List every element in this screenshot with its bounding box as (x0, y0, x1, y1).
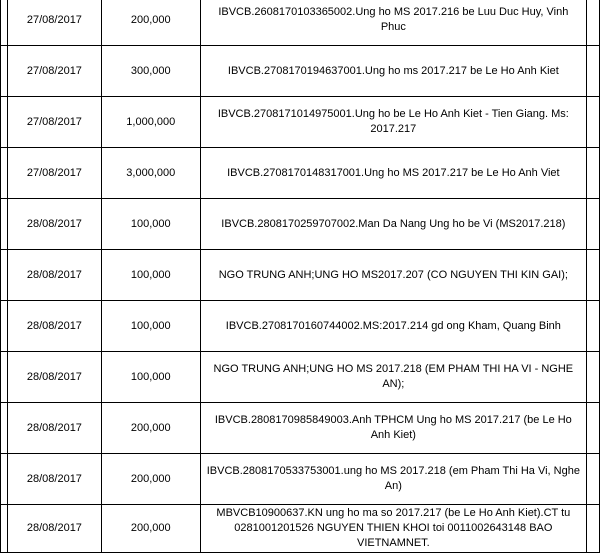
row-margin-cell (1, 403, 8, 454)
table-row (1, 352, 600, 403)
row-margin-cell (1, 0, 8, 46)
table-row (1, 199, 600, 250)
description-cell: IBVCB.2808170985849003.Anh TPHCM Ung ho MS 2017.217 (be Le Ho Anh Kiet) (200, 403, 586, 454)
row-margin-cell (1, 97, 8, 148)
amount-cell: 100,000 (101, 352, 200, 403)
date-cell: 28/08/2017 (7, 454, 101, 505)
table-row (1, 0, 600, 46)
description-cell: IBVCB.2708171014975001.Ung ho be Le Ho Anh Kiet - Tien Giang. Ms: 2017.217 (200, 97, 586, 148)
date-cell: 27/08/2017 (7, 148, 101, 199)
row-margin-cell (587, 0, 600, 46)
amount-cell: 3,000,000 (101, 148, 200, 199)
description-cell: NGO TRUNG ANH;UNG HO MS2017.207 (CO NGUYEN THI KIN GAI); (200, 250, 586, 301)
date-cell: 28/08/2017 (7, 352, 101, 403)
row-margin-cell (1, 301, 8, 352)
row-margin-cell (1, 505, 8, 553)
row-margin-cell (1, 199, 8, 250)
table-row (1, 97, 600, 148)
amount-cell: 300,000 (101, 46, 200, 97)
table-row (1, 301, 600, 352)
description-cell: IBVCB.2708170194637001.Ung ho ms 2017.217 be Le Ho Anh Kiet (200, 46, 586, 97)
date-cell: 27/08/2017 (7, 0, 101, 46)
row-margin-cell (1, 250, 8, 301)
description-cell: IBVCB.2808170533753001.ung ho MS 2017.218 (em Pham Thi Ha Vi, Nghe An) (200, 454, 586, 505)
row-margin-cell (587, 199, 600, 250)
date-cell: 27/08/2017 (7, 46, 101, 97)
amount-cell: 100,000 (101, 199, 200, 250)
row-margin-cell (1, 148, 8, 199)
amount-cell: 200,000 (101, 454, 200, 505)
description-cell: IBVCB.2708170148317001.Ung ho MS 2017.217 be Le Ho Anh Viet (200, 148, 586, 199)
date-cell: 28/08/2017 (7, 403, 101, 454)
amount-cell: 200,000 (101, 403, 200, 454)
row-margin-cell (587, 250, 600, 301)
row-margin-cell (587, 46, 600, 97)
description-cell: IBVCB.2808170259707002.Man Da Nang Ung ho be Vi (MS2017.218) (200, 199, 586, 250)
row-margin-cell (1, 352, 8, 403)
row-margin-cell (587, 505, 600, 553)
table-row (1, 46, 600, 97)
amount-cell: 1,000,000 (101, 97, 200, 148)
amount-cell: 100,000 (101, 301, 200, 352)
date-cell: 28/08/2017 (7, 301, 101, 352)
table-row (1, 148, 600, 199)
amount-cell: 100,000 (101, 250, 200, 301)
table-row (1, 505, 600, 553)
table-row (1, 250, 600, 301)
row-margin-cell (587, 403, 600, 454)
amount-cell: 200,000 (101, 505, 200, 553)
description-cell: IBVCB.2608170103365002.Ung ho MS 2017.216 be Luu Duc Huy, Vinh Phuc (200, 0, 586, 46)
table-row (1, 454, 600, 505)
date-cell: 28/08/2017 (7, 250, 101, 301)
row-margin-cell (1, 46, 8, 97)
date-cell: 28/08/2017 (7, 505, 101, 553)
date-cell: 27/08/2017 (7, 97, 101, 148)
date-cell: 28/08/2017 (7, 199, 101, 250)
row-margin-cell (587, 148, 600, 199)
row-margin-cell (587, 97, 600, 148)
row-margin-cell (587, 301, 600, 352)
row-margin-cell (587, 352, 600, 403)
amount-cell: 200,000 (101, 0, 200, 46)
description-cell: IBVCB.2708170160744002.MS:2017.214 gd ong Kham, Quang Binh (200, 301, 586, 352)
table-row (1, 403, 600, 454)
description-cell: NGO TRUNG ANH;UNG HO MS 2017.218 (EM PHAM THI HA VI - NGHE AN); (200, 352, 586, 403)
row-margin-cell (1, 454, 8, 505)
description-cell: MBVCB10900637.KN ung ho ma so 2017.217 (be Le Ho Anh Kiet).CT tu 0281001201526 NGUYEN THIEN KHOI toi 0011002643148 BAO VIETNAMNET. (200, 505, 586, 553)
row-margin-cell (587, 454, 600, 505)
